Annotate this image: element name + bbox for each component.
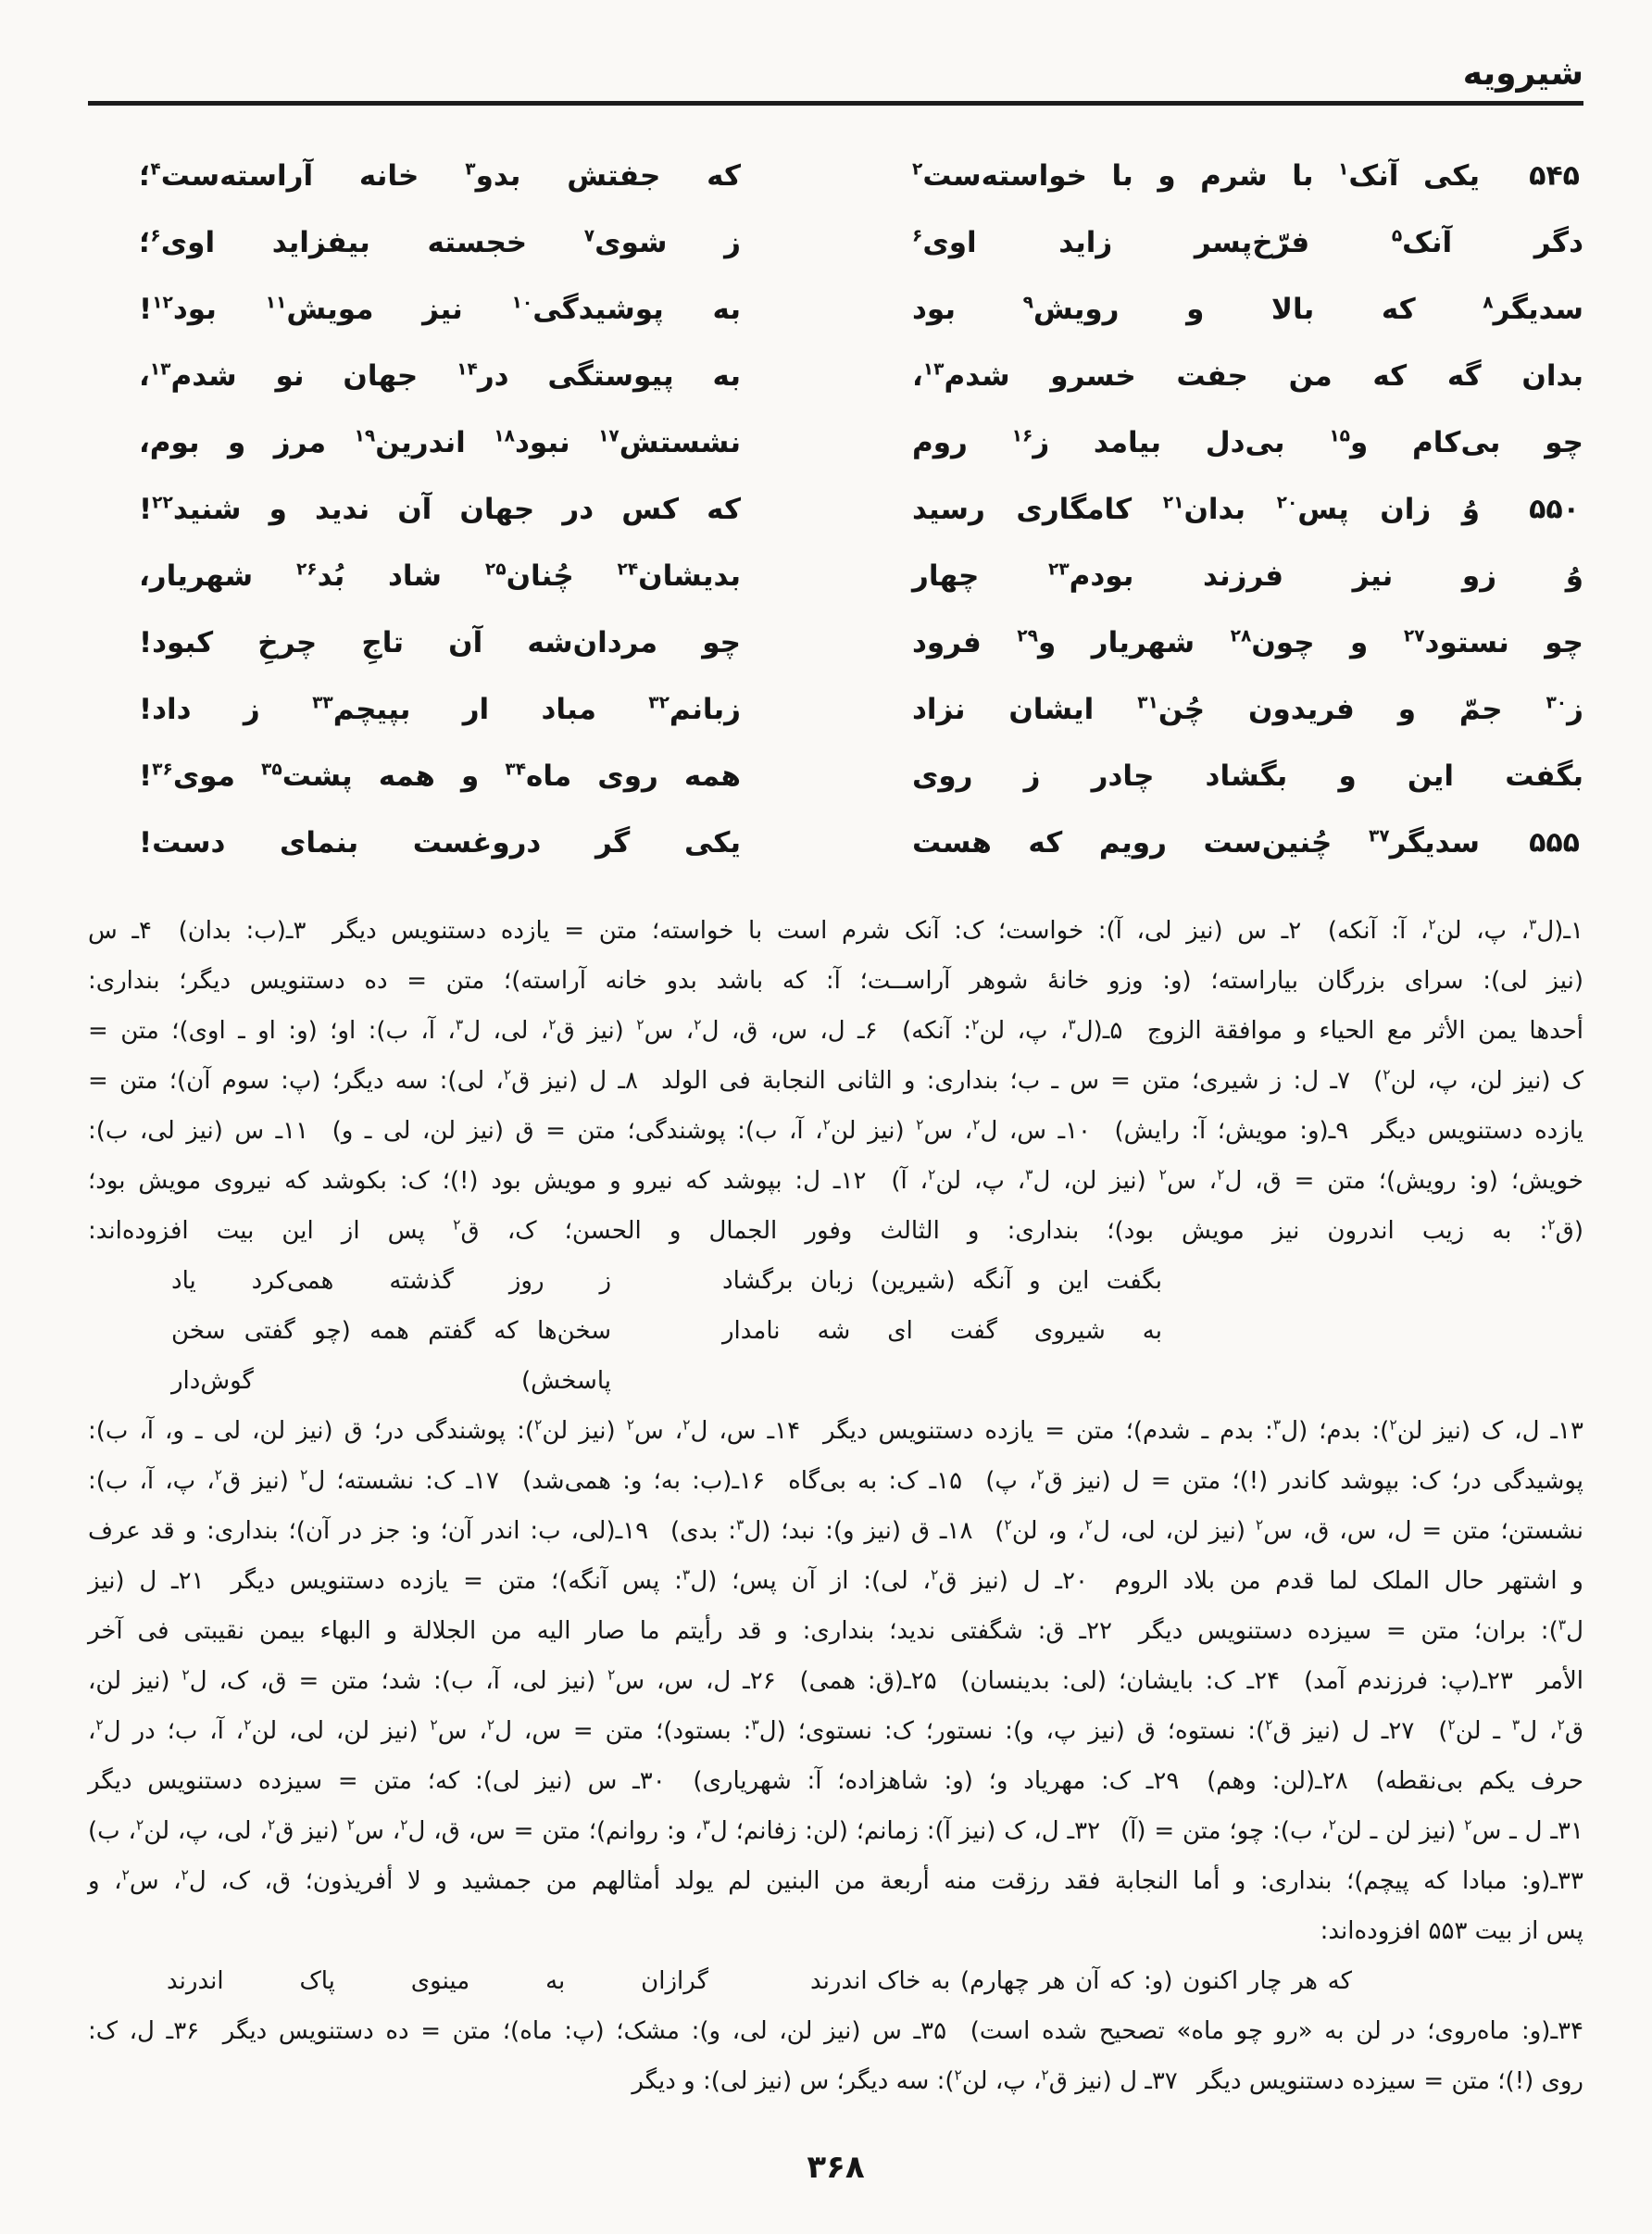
footnote-line: (ق$^۲$: به زیب اندرون نیز مویش بود)؛ بنداری: و الثالث وفور الجمال و الحسن؛ ک، ق$^۲$ پس از این بیت افزوده‌اند: (88, 1216, 1583, 1246)
verse-row (88, 343, 1583, 409)
hemistich-first: ز$^{۳۰}$ جمّ و فریدون چُن$^{۳۱}$ ایشان نزاد (912, 692, 1583, 726)
verse-row (88, 676, 1583, 743)
hemistich-second: نشستش$^{۱۷}$ نبود$^{۱۸}$ اندرین$^{۱۹}$ مرز و بوم، (139, 425, 741, 459)
verse-row (88, 409, 1583, 476)
footnote-line: (نیز لی): سرای بزرگان بیاراسته؛ (و: وزو خانهٔ شوهر آراســت؛ آ: که باشد بدو خانه آراسته)؛ متن = ده دستنویس دیگر؛ بنداری: (88, 967, 1583, 996)
header-rule (88, 101, 1583, 106)
verse-number: ۵۵۵ (1529, 826, 1580, 860)
footnote-line: یازده دستنویس دیگر ۹ـ(و: مویش؛ آ: رایش) ۱۰ـ س، ل$^۲$، س$^۲$ (نیز لن$^۲$، آ، ب): پوشندگی؛ متن = ق (نیز لن، لی ـ و) ۱۱ـ س (نیز لی، ب): (88, 1116, 1583, 1146)
footnote-line: ۳۱ـ ل ـ س$^۲$ (نیز لن ـ لن$^۲$، ب): چو؛ متن = (آ) ۳۲ـ ل، ک (نیز آ): زمانم؛ (لن: زفانم؛ ل$^۳$، و: روانم)؛ متن = س، ق، ل$^۲$، س$^۲$ (نیز ق$^۲$، لی، پ، لن$^۲$، ب) (88, 1816, 1583, 1846)
verse-number: ۵۴۵ (1529, 159, 1580, 193)
page-number: ۳۶۸ (807, 2149, 865, 2187)
hemistich-second: یکی گر دروغست بنمای دست! (139, 825, 741, 860)
apparatus-couplet (171, 1256, 1162, 1306)
hemistich-second: به پیوستگی در$^{۱۴}$ جهان نو شدم$^{۱۳}$، (139, 358, 741, 393)
hemistich-first: بگفت این و بگشاد چادر ز روی (912, 759, 1583, 793)
couplet-hemistich-first: که هر چار اکنون (و: که آن هر چهارم) به خاک اندرند (810, 1967, 1352, 1996)
footnote-line: روی (!)؛ متن = سیزده دستنویس دیگر ۳۷ـ ل (نیز ق$^۲$، پ، لن$^۲$): سه دیگر؛ س (نیز لی): و دیگر (632, 2066, 1583, 2096)
hemistich-first: دگر آنک$^۵$ فرّخ‌پسر زاید اوی$^۶$ (912, 225, 1583, 259)
couplet-hemistich-first: بگفت این و آنگه (شیرین) زبان برگشاد (722, 1267, 1162, 1296)
couplet-hemistich-second: گرازان به مینوی پاک اندرند (167, 1967, 708, 1996)
verse-number: ۵۵۰ (1529, 493, 1580, 526)
hemistich-second: که جفتش بدو$^۳$ خانه آراسته‌ست$^۴$؛ (139, 158, 741, 193)
footnote-line: و اشتهر حال الملک لما قدم من بلاد الروم ۲۰ـ ل (نیز ق$^۲$، لی): از آن پس؛ (ل$^۳$: پس آنگه)؛ متن = یازده دستنویس دیگر ۲۱ـ ل (نیز (88, 1566, 1583, 1596)
couplet-hemistich-first: به شیروی گفت ای شه نامدار (722, 1317, 1162, 1346)
verse-row (88, 810, 1583, 876)
hemistich-second: چو مردان‌شه آن تاجِ چرخِ کبود! (139, 625, 741, 659)
footnote-line: ق$^۲$، ل$^۳$ ـ لن$^۲$) ۲۷ـ ل (نیز ق$^۲$): نستوه؛ ق (نیز پ، و): نستور؛ ک: نستوی؛ (ل$^۳$: بستود)؛ متن = س، ل$^۲$، س$^۲$ (نیز لن، لی، لن$^۲$، آ، ب؛ در ل$^۲$، (88, 1716, 1584, 1746)
hemistich-first: وُ زو نیز فرزند بودم$^{۲۳}$ چهار (912, 558, 1583, 593)
verse-row (88, 743, 1583, 810)
hemistich-first: یکی آنک$^۱$ با شرم و با خواسته‌ست$^۲$ (912, 158, 1480, 193)
footnote-line: ۳۳ـ(و: مبادا که پیچم)؛ بنداری: و أما النجابة فقد رزقت منه أربعة من البنین لم یولد أمثالهم من جمشید و لا أفریذون؛ ق، ک، ل$^۲$، س$^۲$، و (88, 1866, 1583, 1896)
apparatus-couplet (171, 1306, 1162, 1406)
footnote-line: ل$^۳$): بران؛ متن = سیزده دستنویس دیگر ۲۲ـ ق: شگفتی ندید؛ بنداری: و قد رأیتم ما صار الیه من الجلالة و البهاء بیمن نقیبتی فی آخر (88, 1616, 1583, 1646)
verse-row (88, 476, 1583, 543)
hemistich-first: وُ زان پس$^{۲۰}$ بدان$^{۲۱}$ کامگاری رسید (912, 492, 1480, 526)
couplet-hemistich-second: سخن‌ها که گفتم همه (چو گفتی سخن پاسخش) گوش‌دار (171, 1317, 611, 1396)
hemistich-second: که کس در جهان آن ندید و شنید$^{۲۲}$! (139, 492, 741, 526)
hemistich-first: سدیگر$^۸$ که بالا و رویش$^۹$ بود (912, 292, 1583, 326)
footnote-line: ۱۳ـ ل، ک (نیز لن$^۲$): بدم؛ (ل$^۳$: بدم ـ شدم)؛ متن = یازده دستنویس دیگر ۱۴ـ س، ل$^۲$، س$^۲$ (نیز لن$^۲$): پوشندگی در؛ ق (نیز لن، لی ـ و، آ، ب): (88, 1416, 1583, 1446)
verse-row (88, 543, 1583, 609)
hemistich-first: بدان گه که من جفت خسرو شدم$^{۱۳}$، (912, 358, 1583, 393)
verse-section (88, 143, 1583, 876)
footnote-line: پوشیدگی در؛ ک: بپوشد کاندر (!)؛ متن = ل (نیز ق$^۲$، پ) ۱۵ـ ک: به بی‌گاه ۱۶ـ(ب: به؛ و: همی‌شد) ۱۷ـ ک: نشسته؛ ل$^۲$ (نیز ق$^۲$، پ، آ، ب): (88, 1466, 1583, 1496)
hemistich-second: ز شوی$^۷$ خجسته بیفزاید اوی$^۶$؛ (139, 225, 741, 259)
hemistich-second: بدیشان$^{۲۴}$ چُنان$^{۲۵}$ شاد بُد$^{۲۶}$ شهریار، (139, 558, 742, 593)
couplet-hemistich-second: ز روز گذشته همی‌کرد یاد (171, 1267, 611, 1296)
footnote-line: ک (نیز لن، پ، لن$^۲$) ۷ـ ل: ز شیری؛ متن = س ـ ب؛ بنداری: و الثانی النجابة فی الولد ۸ـ ل (نیز ق$^۲$، لی): سه دیگر؛ (پ: سوم آن)؛ متن = (88, 1066, 1583, 1096)
verse-row (88, 143, 1583, 209)
footnote-line: خویش؛ (و: رویش)؛ متن = ق، ل$^۲$، س$^۲$ (نیز لن، ل$^۳$، پ، لن$^۲$، آ) ۱۲ـ ل: بپوشد که نیرو و مویش بود (!)؛ ک: بکوشد که نیروی مویش بود؛ (88, 1166, 1583, 1196)
critical-apparatus (88, 906, 1583, 2106)
footnote-line: ۳۴ـ(و: ماه‌روی؛ در لن به «رو چو ماه» تصحیح شده است) ۳۵ـ س (نیز لن، لی، و): مشک؛ (پ: ماه)؛ متن = ده دستنویس دیگر ۳۶ـ ل، ک: (88, 2017, 1583, 2046)
footnote-line: حرف یکم بی‌نقطه) ۲۸ـ(لن: وهم) ۲۹ـ ک: مهریاد و؛ (و: شاهزاده؛ آ: شهریاری) ۳۰ـ س (نیز لی): که؛ متن = سیزده دستنویس دیگر (88, 1767, 1583, 1796)
footnote-line: نشستن؛ متن = ل، س، ق، س$^۲$ (نیز لن، لی، ل$^۲$، و، لن$^۲$) ۱۸ـ ق (نیز و): نبد؛ (ل$^۳$: بدی) ۱۹ـ(لی، ب: اندر آن؛ و: جز در آن)؛ بنداری: و قد عرف (88, 1516, 1583, 1546)
footnote-line: پس از بیت ۵۵۳ افزوده‌اند: (1320, 1917, 1583, 1946)
footnote-line: ۱ـ(ل$^۳$، پ، لن$^۲$، آ: آنکه) ۲ـ س (نیز لی، آ): خواست؛ ک: آنک شرم است با خواسته؛ متن = یازده دستنویس دیگر ۳ـ(ب: بدان) ۴ـ س (88, 916, 1584, 946)
hemistich-second: زبانم$^{۳۲}$ مباد ار بپیچم$^{۳۳}$ ز داد! (139, 692, 741, 726)
page-footer (88, 2149, 1583, 2186)
verse-row (88, 209, 1583, 276)
hemistich-first: چو نستود$^{۲۷}$ و چون$^{۲۸}$ شهریار و$^{۲۹}$ فرود (912, 625, 1583, 659)
footnote-line: أحدها یمن الأثر مع الحیاء و موافقة الزوج ۵ـ(ل$^۳$، پ، لن$^۲$: آنکه) ۶ـ ل، س، ق، ل$^۲$، س$^۲$ (نیز ق$^۲$، لی، ل$^۳$، آ، ب): او؛ (و: او ـ اوی)؛ متن = (88, 1016, 1584, 1046)
hemistich-first: سدیگر$^{۳۷}$ چُنین‌ست رویم که هست (912, 825, 1480, 860)
footnote-line: الأمر ۲۳ـ(پ: فرزندم آمد) ۲۴ـ ک: بایشان؛ (لی: بدینسان) ۲۵ـ(ق: همی) ۲۶ـ ل، س، س$^۲$ (نیز لی، آ، ب): شد؛ متن = ق، ک، ل$^۲$ (نیز لن، (88, 1666, 1584, 1696)
verse-row (88, 276, 1583, 343)
hemistich-first: چو بی‌کام و$^{۱۵}$ بی‌دل بیامد ز$^{۱۶}$ روم (912, 425, 1583, 459)
apparatus-couplet (167, 1956, 1352, 2006)
page-header (88, 0, 1583, 106)
hemistich-second: همه روی ماه$^{۳۴}$ و همه پشت$^{۳۵}$ موی$^{۳۶}$! (139, 759, 741, 793)
chapter-title: شیرویه (1462, 55, 1583, 93)
verse-row (88, 609, 1583, 676)
hemistich-second: به پوشیدگی$^{۱۰}$ نیز مویش$^{۱۱}$ بود$^{۱۲}$! (139, 292, 741, 326)
